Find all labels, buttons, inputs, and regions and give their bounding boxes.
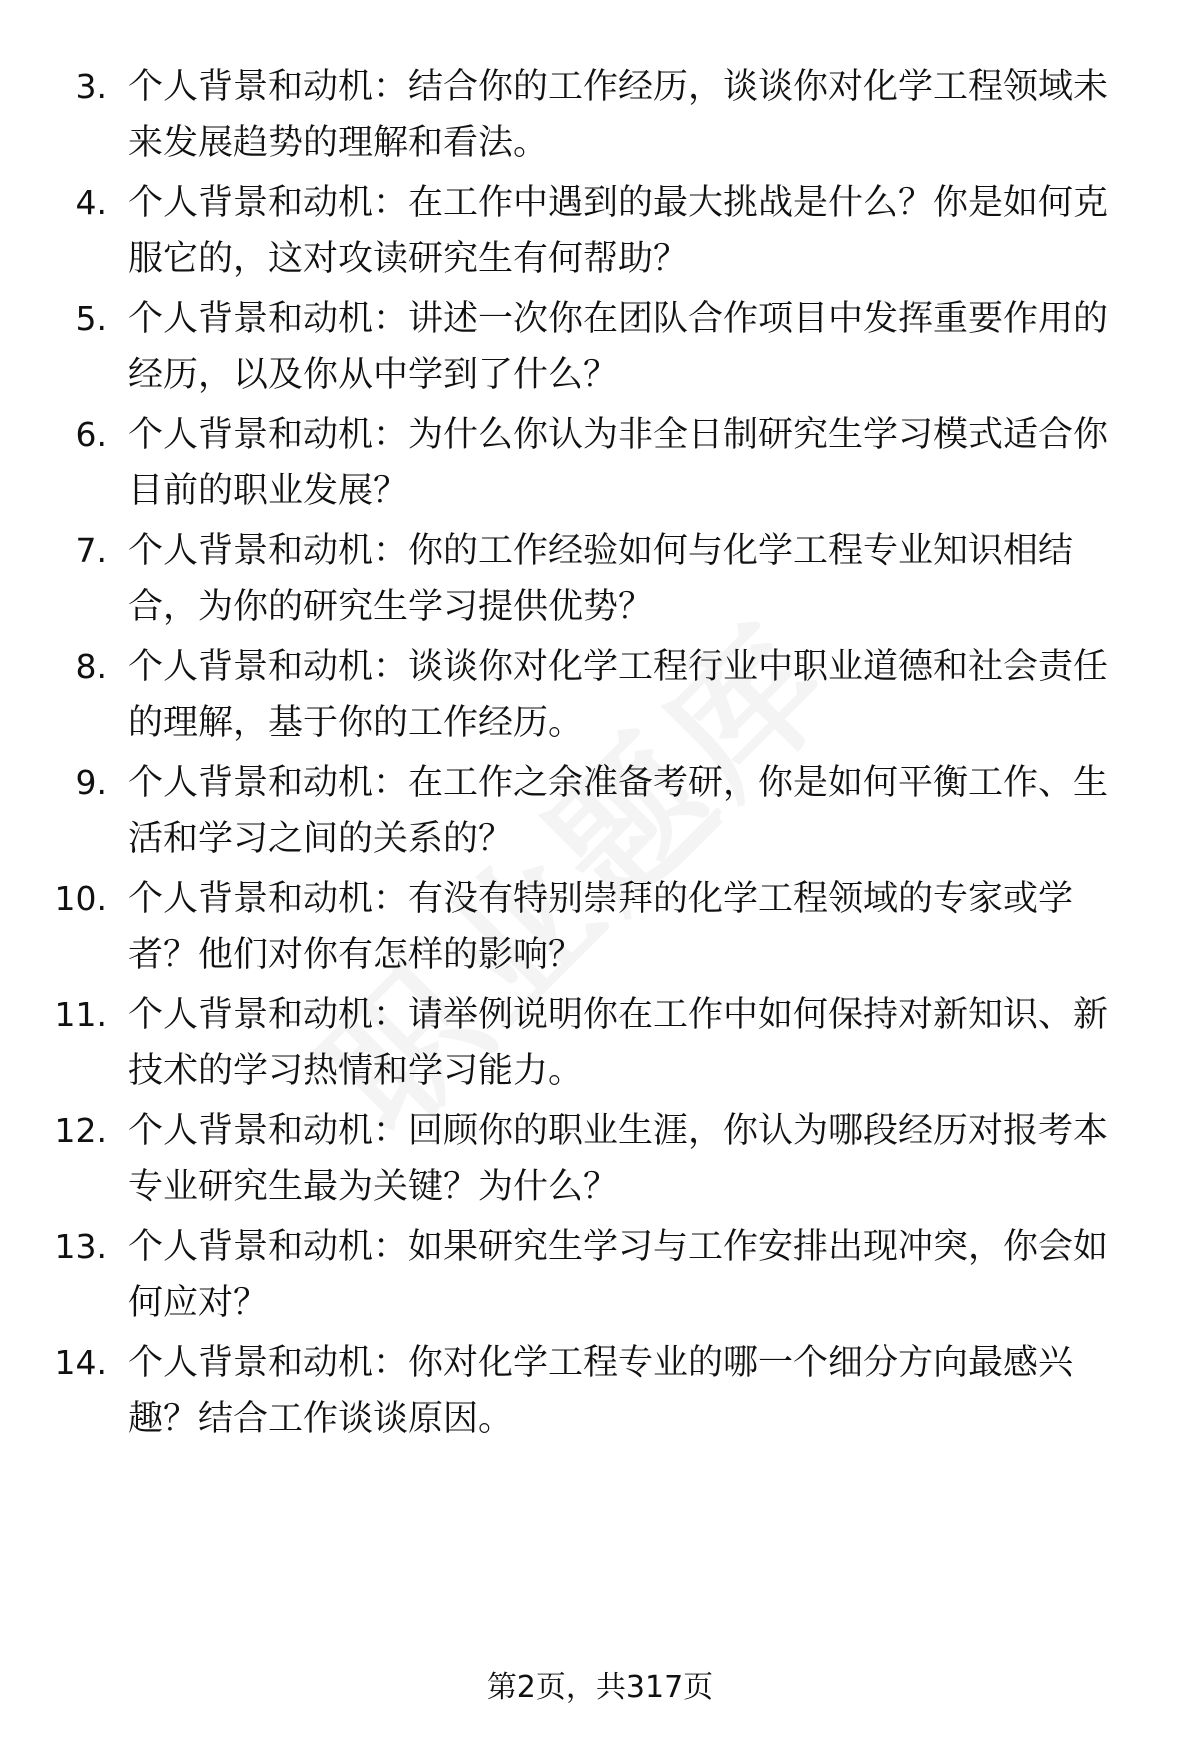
question-number: 13. <box>54 1227 107 1266</box>
question-item <box>0 1103 1200 1213</box>
question-text: 个人背景和动机：谈谈你对化学工程行业中职业道德和社会责任的理解，基于你的工作经历。 <box>128 647 1109 743</box>
question-text: 个人背景和动机：为什么你认为非全日制研究生学习模式适合你目前的职业发展？ <box>128 415 1109 511</box>
question-text: 个人背景和动机：在工作中遇到的最大挑战是什么？你是如何克服它的，这对攻读研究生有何帮助？ <box>128 183 1109 279</box>
question-item <box>0 407 1200 517</box>
question-number: 8. <box>75 647 107 686</box>
question-number: 12. <box>54 1111 107 1150</box>
question-text: 个人背景和动机：有没有特别崇拜的化学工程领域的专家或学者？他们对你有怎样的影响？ <box>128 879 1074 975</box>
question-text: 个人背景和动机：你的工作经验如何与化学工程专业知识相结合，为你的研究生学习提供优势？ <box>128 531 1074 627</box>
question-item <box>0 175 1200 285</box>
question-item <box>0 1219 1200 1329</box>
question-text: 个人背景和动机：结合你的工作经历，谈谈你对化学工程领域未来发展趋势的理解和看法。 <box>128 67 1109 163</box>
question-item <box>0 291 1200 401</box>
question-item <box>0 755 1200 865</box>
question-item <box>0 59 1200 169</box>
question-number: 11. <box>54 995 107 1034</box>
question-item <box>0 639 1200 749</box>
question-text: 个人背景和动机：你对化学工程专业的哪一个细分方向最感兴趣？结合工作谈谈原因。 <box>128 1343 1074 1439</box>
question-number: 6. <box>75 415 107 454</box>
question-number: 5. <box>75 299 107 338</box>
page-footer: 第2页，共317页 <box>486 1670 714 1705</box>
question-item <box>0 1335 1200 1445</box>
question-number: 10. <box>54 879 107 918</box>
question-text: 个人背景和动机：讲述一次你在团队合作项目中发挥重要作用的经历，以及你从中学到了什么？ <box>128 299 1109 395</box>
question-text: 个人背景和动机：请举例说明你在工作中如何保持对新知识、新技术的学习热情和学习能力。 <box>128 995 1109 1091</box>
question-number: 4. <box>75 183 107 222</box>
question-number: 3. <box>75 67 107 106</box>
question-text: 个人背景和动机：回顾你的职业生涯，你认为哪段经历对报考本专业研究生最为关键？为什么？ <box>128 1111 1109 1207</box>
question-number: 14. <box>54 1343 107 1382</box>
question-item <box>0 523 1200 633</box>
question-number: 7. <box>75 531 107 570</box>
question-text: 个人背景和动机：在工作之余准备考研，你是如何平衡工作、生活和学习之间的关系的？ <box>128 763 1109 859</box>
question-item <box>0 871 1200 981</box>
question-item <box>0 987 1200 1097</box>
question-number: 9. <box>75 763 107 802</box>
question-text: 个人背景和动机：如果研究生学习与工作安排出现冲突，你会如何应对？ <box>128 1227 1109 1323</box>
